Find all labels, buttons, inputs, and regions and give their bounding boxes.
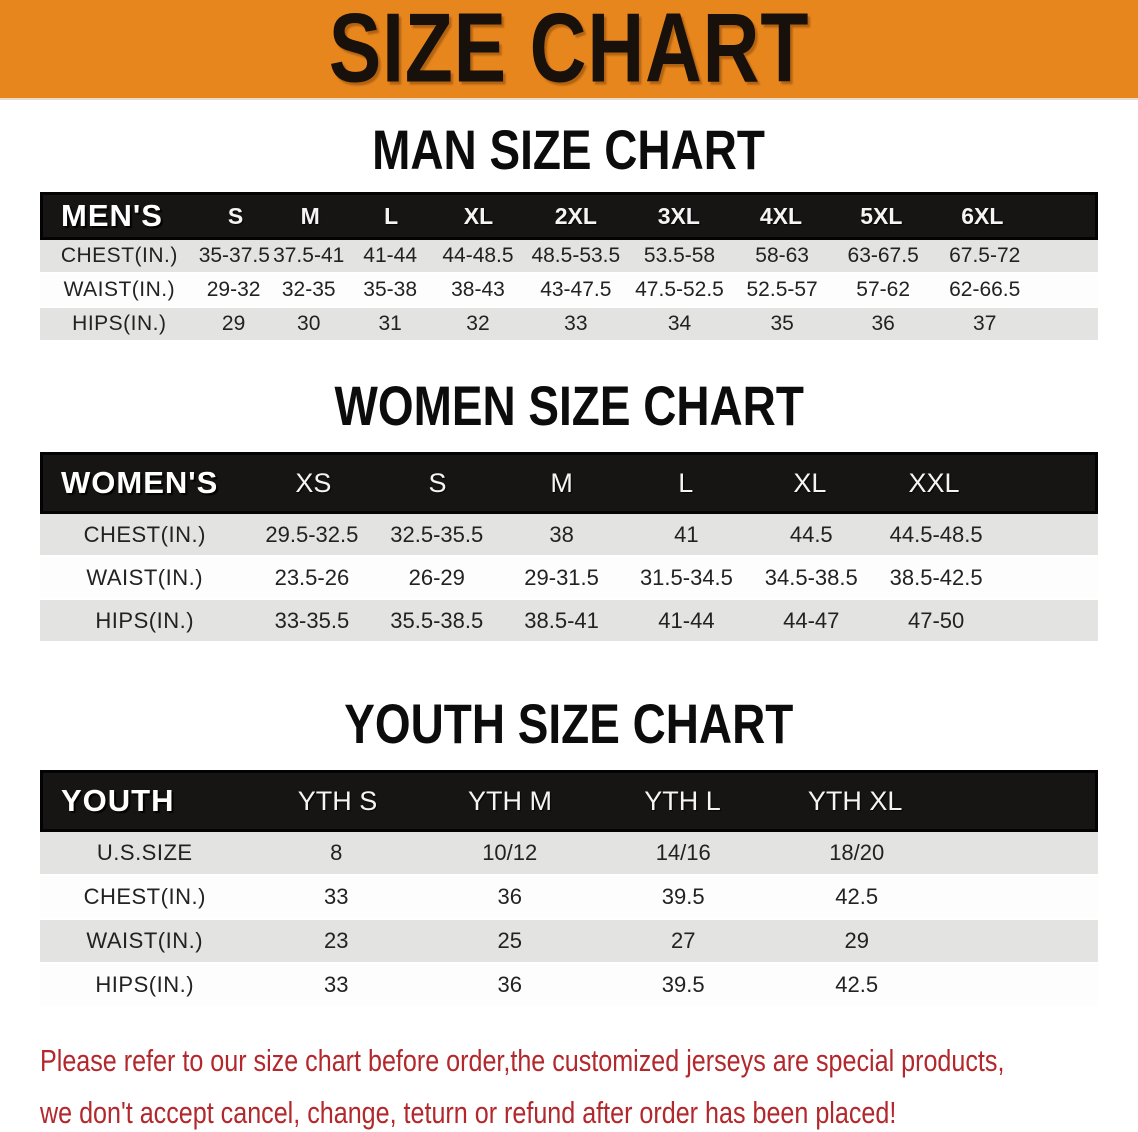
men-size-header: M <box>300 202 320 229</box>
value-cell: 35 <box>770 312 794 335</box>
women-size-header: M <box>550 467 573 498</box>
value-cell: 10/12 <box>482 840 538 865</box>
value-cell: 67.5-72 <box>949 244 1021 267</box>
women-size-header: S <box>428 467 447 498</box>
value-cell: 29 <box>221 312 246 335</box>
value-cell: 57-62 <box>856 278 911 301</box>
value-cell: 36 <box>497 972 522 997</box>
men-table <box>40 192 1098 342</box>
value-cell: 41-44 <box>363 244 418 267</box>
youth-size-header: YTH XL <box>807 785 903 816</box>
row-label: HIPS(IN.) <box>72 312 167 335</box>
men-size-header: XL <box>463 202 494 229</box>
table-row <box>40 308 1098 342</box>
men-size-header: 4XL <box>759 202 802 229</box>
row-label: CHEST(IN.) <box>60 244 178 267</box>
value-cell: 30 <box>297 312 321 335</box>
youth-size-header: YTH S <box>297 785 378 816</box>
value-cell: 42.5 <box>835 884 879 909</box>
men-size-header: 2XL <box>554 202 597 229</box>
value-cell: 33 <box>323 884 349 909</box>
value-cell: 31.5-34.5 <box>639 564 733 590</box>
value-cell: 27 <box>670 928 696 953</box>
value-cell: 42.5 <box>835 972 879 997</box>
men-size-header: 5XL <box>860 202 903 229</box>
value-cell: 32.5-35.5 <box>390 521 484 547</box>
men-size-header: 6XL <box>961 202 1004 229</box>
table-row <box>40 964 1098 1008</box>
row-label: HIPS(IN.) <box>95 972 195 997</box>
value-cell: 44-47 <box>783 607 840 633</box>
row-label: CHEST(IN.) <box>83 521 206 547</box>
value-cell: 35-38 <box>363 278 418 301</box>
women-size-header: XL <box>793 467 827 498</box>
value-cell: 33 <box>323 972 349 997</box>
value-cell: 29-32 <box>206 278 261 301</box>
value-cell: 41 <box>674 521 699 547</box>
youth-table-body <box>40 832 1098 1008</box>
value-cell: 29.5-32.5 <box>265 521 359 547</box>
value-cell: 47.5-52.5 <box>635 278 724 301</box>
row-label: WAIST(IN.) <box>86 564 204 590</box>
disclaimer <box>40 1038 1138 1132</box>
value-cell: 52.5-57 <box>746 278 818 301</box>
value-cell: 37 <box>973 312 997 335</box>
youth-table <box>40 770 1098 1008</box>
value-cell: 32 <box>466 312 490 335</box>
youth-size-header: YTH M <box>468 785 553 816</box>
value-cell: 58-63 <box>755 244 809 267</box>
men-header-row <box>40 192 1098 240</box>
value-cell: 26-29 <box>408 564 465 590</box>
row-label: WAIST(IN.) <box>63 278 176 301</box>
women-size-header: XS <box>295 467 332 498</box>
value-cell: 18/20 <box>829 840 885 865</box>
disclaimer-line-1: Please refer to our size chart before order,the customized jerseys are special products, <box>40 1043 1005 1078</box>
value-cell: 34.5-38.5 <box>764 564 858 590</box>
table-row <box>40 514 1098 557</box>
value-cell: 37.5-41 <box>273 244 345 267</box>
value-cell: 47-50 <box>907 607 965 633</box>
row-label: CHEST(IN.) <box>83 884 206 909</box>
youth-section-heading <box>0 692 1138 755</box>
value-cell: 62-66.5 <box>949 278 1021 301</box>
table-row <box>40 240 1098 274</box>
value-cell: 35-37.5 <box>198 244 270 267</box>
women-section-heading-text: WOMEN SIZE CHART <box>334 374 804 437</box>
women-corner-label: WOMEN'S <box>61 465 219 500</box>
women-section-heading <box>0 374 1138 437</box>
table-row <box>40 876 1098 920</box>
value-cell: 44.5 <box>789 521 833 547</box>
value-cell: 53.5-58 <box>643 244 716 267</box>
table-row <box>40 557 1098 600</box>
value-cell: 38-43 <box>451 278 505 301</box>
value-cell: 14/16 <box>655 840 711 865</box>
value-cell: 8 <box>330 840 343 865</box>
value-cell: 33-35.5 <box>274 607 350 633</box>
women-size-header: XXL <box>908 467 960 498</box>
men-table-body <box>40 240 1098 342</box>
men-size-header: L <box>384 202 399 229</box>
men-corner-label: MEN'S <box>61 198 163 233</box>
value-cell: 25 <box>497 928 522 953</box>
value-cell: 23.5-26 <box>274 564 350 590</box>
value-cell: 39.5 <box>661 972 705 997</box>
men-section-heading <box>0 118 1138 181</box>
banner <box>0 0 1138 104</box>
value-cell: 23 <box>323 928 349 953</box>
row-label: WAIST(IN.) <box>86 928 204 953</box>
value-cell: 63-67.5 <box>847 244 919 267</box>
youth-section-heading-text: YOUTH SIZE CHART <box>344 692 794 755</box>
row-label: HIPS(IN.) <box>95 607 195 633</box>
value-cell: 38.5-41 <box>524 607 599 633</box>
men-size-header: S <box>227 202 244 229</box>
banner-title: SIZE CHART <box>328 0 810 104</box>
women-header-row <box>40 452 1098 514</box>
youth-size-header: YTH L <box>644 785 721 816</box>
table-row <box>40 600 1098 643</box>
value-cell: 44.5-48.5 <box>889 521 983 547</box>
value-cell: 33 <box>564 312 588 335</box>
value-cell: 29 <box>844 928 869 953</box>
value-cell: 39.5 <box>661 884 705 909</box>
value-cell: 29-31.5 <box>524 564 599 590</box>
value-cell: 36 <box>871 312 895 335</box>
table-row <box>40 832 1098 876</box>
women-table <box>40 452 1098 643</box>
value-cell: 44-48.5 <box>442 244 514 267</box>
youth-corner-label: YOUTH <box>61 783 175 818</box>
men-size-header: 3XL <box>657 202 700 229</box>
value-cell: 32-35 <box>281 278 336 301</box>
value-cell: 48.5-53.5 <box>531 244 621 267</box>
value-cell: 38.5-42.5 <box>889 564 983 590</box>
value-cell: 43-47.5 <box>540 278 612 301</box>
value-cell: 36 <box>497 884 522 909</box>
women-table-body <box>40 514 1098 643</box>
men-section-heading-text: MAN SIZE CHART <box>372 118 766 181</box>
women-size-header: L <box>678 467 694 498</box>
value-cell: 34 <box>667 312 692 335</box>
value-cell: 41-44 <box>658 607 715 633</box>
table-row <box>40 920 1098 964</box>
value-cell: 38 <box>549 521 574 547</box>
row-label: U.S.SIZE <box>96 840 193 865</box>
youth-header-row <box>40 770 1098 832</box>
value-cell: 35.5-38.5 <box>390 607 484 633</box>
value-cell: 31 <box>378 312 402 335</box>
disclaimer-line-2: we don't accept cancel, change, teturn or refund after order has been placed! <box>40 1095 897 1130</box>
table-row <box>40 274 1098 308</box>
